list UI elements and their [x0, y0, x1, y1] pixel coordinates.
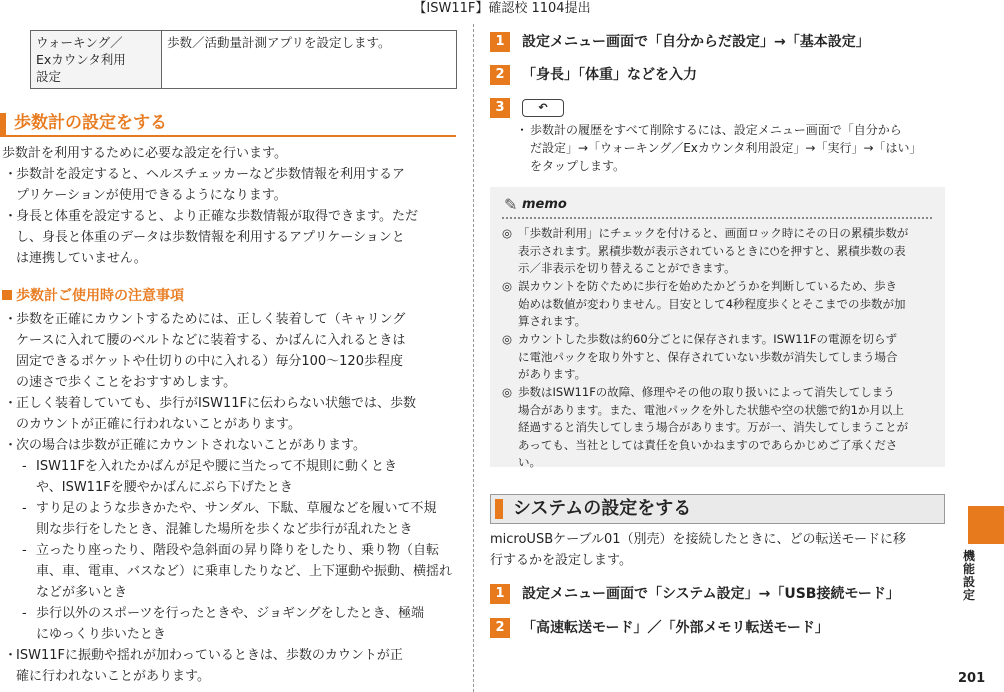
- line: 始めは数値が変わりません。目安として4秒程度歩くとそこまでの歩数が加: [518, 296, 906, 311]
- dash-item: [20, 498, 456, 540]
- line: 歩行以外のスポーツを行ったときや、ジョギングをしたとき、極端: [36, 606, 425, 621]
- line: い。: [518, 455, 541, 469]
- step-note: [516, 121, 944, 175]
- line: プリケーションが使用できるようになります。: [16, 188, 287, 203]
- line: 場合があります。また、電池パックを外した状態や空の状態で約1か月以上: [518, 402, 904, 417]
- intro-text: 歩数計を利用するために必要な設定を行います。: [2, 146, 287, 161]
- subheading-caution: [2, 286, 184, 306]
- line: は連携していません。: [16, 251, 147, 266]
- step-number: 1: [490, 32, 510, 52]
- table-key-line: 設定: [36, 69, 62, 84]
- memo-item: [502, 278, 934, 331]
- table-value-cell: 歩数／活動量計測アプリを設定します。: [162, 31, 457, 89]
- heading-accent-bar: [0, 113, 6, 135]
- side-tab-marker: [968, 506, 1004, 544]
- bullet-dot: ・: [4, 209, 18, 224]
- dash-item: [20, 603, 456, 645]
- line: 固定できるポケットや仕切りの中に入れる）毎分100～120歩程度: [16, 354, 403, 369]
- memo-label: memo: [522, 197, 567, 212]
- double-circle-icon: ◎: [502, 332, 513, 346]
- line: があります。: [518, 367, 587, 381]
- square-bullet-icon: [2, 290, 12, 300]
- line: し、身長と体重のデータは歩数情報を利用するアプリケーションと: [16, 230, 405, 245]
- bullet-dot: ・: [516, 123, 529, 137]
- bullet-item: [2, 645, 456, 687]
- line: だ設定」→「ウォーキング／Exカウンタ利用設定」→「実行」→「はい」: [530, 141, 922, 155]
- settings-table: [30, 30, 457, 89]
- system-step-1: [490, 584, 900, 604]
- page-number: 201: [958, 671, 986, 686]
- double-circle-icon: ◎: [502, 279, 513, 293]
- memo-header: [502, 195, 932, 219]
- step-number: 1: [490, 584, 510, 604]
- column-divider: [473, 24, 474, 692]
- bullet-item: [2, 435, 456, 456]
- line: をタップします。: [530, 159, 626, 173]
- step-text: 設定メニュー画面で「システム設定」→「USB接続モード」: [522, 586, 900, 602]
- step-text: 設定メニュー画面で「自分からだ設定」→「基本設定」: [522, 34, 870, 50]
- line: 示／非表示を切り替えることができます。: [518, 261, 736, 275]
- bullet-item: [2, 309, 456, 393]
- system-intro: [490, 529, 906, 571]
- step-2: [490, 65, 697, 85]
- table-key-line: ウォーキング／: [36, 35, 123, 50]
- step-text: 「身長」「体重」などを入力: [522, 67, 697, 83]
- dash-item: [20, 456, 456, 498]
- line: ISW11Fを入れたかばんが足や腰に当たって不規則に動くとき: [36, 459, 397, 474]
- heading-accent-bar: [495, 499, 503, 519]
- line: すり足のような歩きかたや、サンダル、下駄、草履などを履いて不規: [36, 501, 437, 516]
- side-tab-label: 機能設定: [962, 549, 975, 602]
- line: ISW11Fに振動や揺れが加わっているときは、歩数のカウントが正: [16, 648, 403, 663]
- table-key-line: Exカウンタ利用: [36, 52, 126, 67]
- section-heading-system: [490, 494, 945, 524]
- line: あっても、当社としては責任を負いかねますのであらかじめご了承くださ: [518, 437, 898, 452]
- back-key-icon: ↶: [522, 99, 564, 117]
- line: 表示されます。累積歩数が表示されているときに⏻を押すと、累積歩数の表: [518, 243, 906, 258]
- section-title: システムの設定をする: [513, 498, 692, 519]
- step-number: 2: [490, 618, 510, 638]
- line: 身長と体重を設定すると、より正確な歩数情報が取得できます。ただ: [16, 209, 418, 224]
- line: にゆっくり歩いたとき: [36, 627, 166, 642]
- memo-item: [502, 384, 934, 472]
- table-key-cell: [31, 31, 162, 89]
- dash-mark: -: [22, 606, 27, 621]
- table-row: [31, 31, 457, 89]
- bullet-dot: ・: [4, 396, 18, 411]
- step-text: 「高速転送モード」／「外部メモリ転送モード」: [522, 620, 829, 636]
- bullet-item: [2, 164, 456, 206]
- subheading-text: 歩数計ご使用時の注意事項: [16, 288, 184, 304]
- dash-mark: -: [22, 501, 27, 516]
- line: 歩数はISW11Fの故障、修理やその他の取り扱いによって消失してしまう: [518, 385, 895, 399]
- bullet-item: [2, 206, 456, 269]
- step-number: 2: [490, 65, 510, 85]
- memo-box: [490, 187, 945, 467]
- line: microUSBケーブル01（別売）を接続したときに、どの転送モードに移: [490, 532, 906, 547]
- line: 正しく装着していても、歩行がISW11Fに伝わらない状態では、歩数: [16, 396, 416, 411]
- dash-item: [20, 540, 456, 603]
- step-number: 3: [490, 98, 510, 118]
- step-3: [490, 98, 564, 118]
- bullet-dot: ・: [4, 438, 18, 453]
- double-circle-icon: ◎: [502, 226, 513, 240]
- memo-item: [502, 331, 934, 384]
- system-step-2: [490, 618, 829, 638]
- bullet-dot: ・: [4, 312, 18, 327]
- line: に電池パックを取り外すと、保存されていない歩数が消失してしまう場合: [518, 349, 898, 364]
- line: や、ISW11Fを腰やかばんにぶら下げたとき: [36, 480, 293, 495]
- line: 車、車、電車、バスなど）に乗車したりなど、上下運動や振動、横揺れ: [36, 564, 453, 579]
- section-heading-pedometer: [0, 111, 456, 137]
- step-1: [490, 32, 870, 52]
- bullet-item: [2, 393, 456, 435]
- line: ケースに入れて腰のベルトなどに装着する、かばんに入れるときは: [16, 333, 406, 348]
- line: 歩数を正確にカウントするためには、正しく装着して（キャリング: [16, 312, 406, 327]
- line: 確に行われないことがあります。: [16, 669, 210, 684]
- bullet-dot: ・: [4, 648, 18, 663]
- line: 立ったり座ったり、階段や急斜面の昇り降りをしたり、乗り物（自転: [36, 543, 440, 558]
- double-circle-icon: ◎: [502, 385, 513, 399]
- pencil-icon: ✎: [504, 195, 518, 214]
- line: の速さで歩くことをおすすめします。: [16, 375, 237, 390]
- section-title: 歩数計の設定をする: [14, 113, 167, 133]
- dash-mark: -: [22, 459, 27, 474]
- line: のカウントが正確に行われないことがあります。: [16, 417, 301, 432]
- line: 則な歩行をしたとき、混雑した場所を歩くなど歩行が乱れたとき: [36, 522, 413, 537]
- line: カウントした歩数は約60分ごとに保存されます。ISW11Fの電源を切らず: [518, 332, 898, 346]
- page-header: 【ISW11F】確認校 1104提出: [413, 1, 591, 16]
- bullet-dot: ・: [4, 167, 18, 182]
- line: などが多いとき: [36, 585, 128, 600]
- line: 誤カウントを防ぐために歩行を始めたかどうかを判断しているため、歩き: [518, 279, 898, 293]
- line: 行するかを設定します。: [490, 553, 632, 568]
- line: 歩数計の履歴をすべて削除するには、設定メニュー画面で「自分から: [530, 123, 902, 137]
- line: 次の場合は歩数が正確にカウントされないことがあります。: [16, 438, 366, 453]
- line: 経過すると消失してしまう場合があります。万が一、消失してしまうことが: [518, 420, 909, 434]
- line: 歩数計を設定すると、ヘルスチェッカーなど歩数情報を利用するア: [16, 167, 405, 182]
- dash-mark: -: [22, 543, 27, 558]
- memo-item: [502, 225, 934, 278]
- line: 算されます。: [518, 314, 587, 328]
- line: 「歩数計利用」にチェックを付けると、画面ロック時にその日の累積歩数が: [518, 226, 909, 240]
